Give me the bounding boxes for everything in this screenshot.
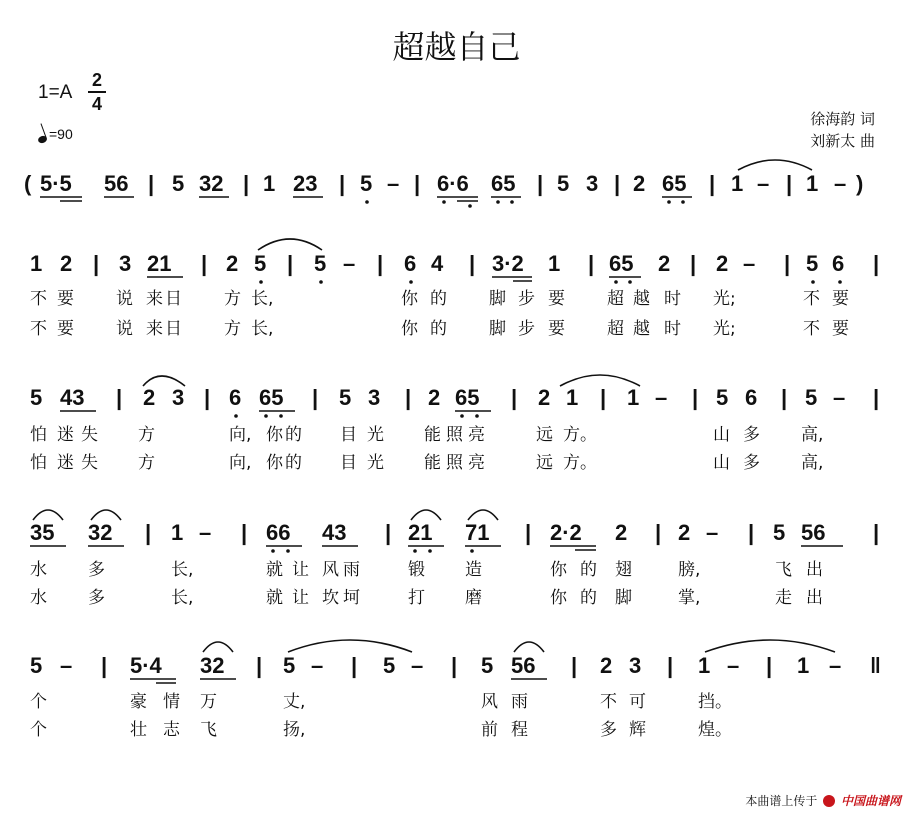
lyric-char: 你	[401, 319, 418, 339]
lyric-char: 你	[550, 588, 567, 608]
lyric-char: 翅	[615, 560, 632, 580]
song-title: 超越自己	[392, 28, 521, 66]
lyric-char: 壮	[130, 720, 147, 740]
note: |	[385, 520, 392, 545]
note: |	[766, 653, 773, 678]
note: |	[511, 385, 518, 410]
note: |	[93, 251, 100, 276]
lyric-char: 越	[633, 289, 650, 309]
lyric-char: 坎	[322, 588, 339, 608]
lyric-char: 煌。	[698, 720, 732, 740]
lyric-char: 要	[832, 289, 849, 309]
lyric-char: 让	[292, 588, 309, 608]
note: 6	[832, 251, 845, 276]
note: –	[411, 653, 424, 678]
note: 35	[30, 520, 55, 545]
lyric-char: 方	[138, 425, 155, 445]
note: |	[145, 520, 152, 545]
lyric-char: 程	[511, 720, 528, 740]
note: |	[351, 653, 358, 678]
note: –	[833, 385, 846, 410]
lyric-char: 的	[580, 560, 597, 580]
lyric-char: 水	[30, 588, 47, 608]
lyric-char: 方	[224, 289, 241, 309]
note: |	[667, 653, 674, 678]
barline: |	[709, 171, 716, 196]
note: 3	[586, 171, 599, 196]
note: 5	[481, 653, 494, 678]
lyrics-line-4	[30, 560, 823, 608]
lyric-char: 前	[481, 720, 498, 740]
lyric-char: 光	[367, 453, 384, 473]
lyric-char: 丈,	[283, 692, 306, 712]
note: 2	[678, 520, 691, 545]
lyric-char: 远	[536, 425, 553, 445]
barline: |	[537, 171, 544, 196]
lyric-char: 能	[424, 425, 441, 445]
lyric-char: 扬,	[283, 720, 306, 740]
note: 1	[731, 171, 744, 196]
lyric-char: 超	[607, 319, 624, 339]
lyric-char: 怕	[30, 453, 47, 473]
lyric-char: 步	[518, 319, 535, 339]
note: 5	[383, 653, 396, 678]
lyric-char: 说	[116, 319, 133, 339]
lyric-char: 亮	[468, 453, 485, 473]
note: 1	[627, 385, 640, 410]
site-logo-icon	[823, 795, 835, 807]
note: 1	[171, 520, 184, 545]
lyric-char: 掌,	[678, 588, 701, 608]
lyric-char: 日	[165, 319, 182, 339]
lyric-char: 你	[266, 453, 283, 473]
lyric-char: 锻	[408, 560, 425, 580]
lyric-char: 长,	[251, 319, 274, 339]
note: –	[311, 653, 324, 678]
lyric-char: 长,	[171, 560, 194, 580]
lyric-char: 脚	[489, 289, 506, 309]
lyric-char: 多	[743, 453, 760, 473]
note: |	[451, 653, 458, 678]
note: |	[571, 653, 578, 678]
lyric-char: 走	[775, 588, 792, 608]
lyric-char: 不	[600, 692, 617, 712]
note: –	[743, 251, 756, 276]
lyric-char: 步	[518, 289, 535, 309]
note: 1	[806, 171, 819, 196]
note: 5	[557, 171, 570, 196]
lyric-char: 向,	[229, 453, 252, 473]
lyric-char: 膀,	[678, 560, 701, 580]
lyric-char: 不	[30, 319, 47, 339]
lyric-char: 你	[550, 560, 567, 580]
note: 2	[428, 385, 441, 410]
note: 6	[404, 251, 417, 276]
lyric-char: 山	[713, 453, 730, 473]
lyric-char: 多	[88, 560, 105, 580]
lyric-char: 要	[57, 289, 74, 309]
lyric-char: 日	[165, 289, 182, 309]
note: 66	[266, 520, 291, 545]
note: –	[706, 520, 719, 545]
note: 4	[431, 251, 444, 276]
note: |	[101, 653, 108, 678]
note: 23	[293, 171, 318, 196]
lyric-char: 照	[446, 453, 463, 473]
note: 2	[60, 251, 73, 276]
lyric-char: 出	[806, 588, 823, 608]
note: 56	[801, 520, 826, 545]
staff-line-3	[30, 375, 879, 473]
time-signature-bottom: 4	[91, 94, 102, 114]
note: |	[405, 385, 412, 410]
note: 2	[226, 251, 239, 276]
dash: –	[757, 171, 770, 196]
lyric-char: 辉	[629, 720, 646, 740]
barline: |	[339, 171, 346, 196]
note: 5	[283, 653, 296, 678]
note: 5	[172, 171, 185, 196]
note: 2·2	[550, 520, 582, 545]
lyric-char: 高,	[801, 453, 824, 473]
note: |	[748, 520, 755, 545]
lyric-char: 风	[481, 692, 498, 712]
lyric-char: 的	[430, 289, 447, 309]
note: 2	[615, 520, 628, 545]
note: 71	[465, 520, 490, 545]
lyric-char: 你	[266, 425, 283, 445]
note: 3	[629, 653, 642, 678]
lyric-char: 万	[200, 692, 217, 712]
note: |	[287, 251, 294, 276]
lyric-char: 雨	[343, 560, 360, 580]
lyric-char: 多	[88, 588, 105, 608]
note: |	[525, 520, 532, 545]
lyric-char: 照	[446, 425, 463, 445]
note: 5	[360, 171, 373, 196]
note: 1	[566, 385, 579, 410]
barline: |	[614, 171, 621, 196]
footer	[745, 792, 901, 809]
lyric-char: 亮	[468, 425, 485, 445]
note: 2	[143, 385, 156, 410]
note: |	[116, 385, 123, 410]
note: |	[692, 385, 699, 410]
note: 65	[455, 385, 480, 410]
lyric-char: 方	[224, 319, 241, 339]
lyric-char: 怕	[30, 425, 47, 445]
lyric-char: 脚	[615, 588, 632, 608]
lyric-char: 越	[633, 319, 650, 339]
tempo-value: =90	[49, 126, 73, 142]
note: 6	[229, 385, 242, 410]
note: 5	[773, 520, 786, 545]
lyric-char: 方。	[563, 453, 597, 473]
note: 1	[30, 251, 43, 276]
lyric-char: 飞	[200, 720, 217, 740]
lyric-char: 打	[408, 588, 425, 608]
barline: |	[786, 171, 793, 196]
staff-line-1	[24, 160, 863, 208]
lyric-char: 雨	[511, 692, 528, 712]
lyric-char: 时	[664, 319, 681, 339]
note: |	[784, 251, 791, 276]
note: 5	[805, 385, 818, 410]
note: 1	[263, 171, 276, 196]
lyric-char: 个	[30, 720, 47, 740]
composer-credit: 刘新太 曲	[810, 132, 875, 150]
lyric-char: 磨	[465, 588, 482, 608]
note: |	[201, 251, 208, 276]
lyric-char: 说	[116, 289, 133, 309]
note: 43	[322, 520, 347, 545]
lyric-char: 能	[424, 453, 441, 473]
lyric-char: 坷	[343, 588, 360, 608]
lyric-char: 迷	[57, 425, 74, 445]
note: ‖	[870, 653, 881, 678]
lyric-char: 要	[548, 319, 565, 339]
note: 65	[491, 171, 516, 196]
note: |	[469, 251, 476, 276]
lyric-char: 光;	[713, 289, 736, 309]
lyric-char: 可	[629, 692, 646, 712]
note: 56	[511, 653, 536, 678]
note: 6·6	[437, 171, 469, 196]
lyric-char: 情	[163, 692, 180, 712]
lyric-char: 挡。	[698, 692, 732, 712]
note: 5	[716, 385, 729, 410]
note: |	[690, 251, 697, 276]
note: |	[241, 520, 248, 545]
staff-line-4	[30, 510, 879, 608]
lyric-char: 超	[607, 289, 624, 309]
barline: |	[243, 171, 250, 196]
key-signature: 1=A	[38, 82, 73, 103]
note: |	[204, 385, 211, 410]
lyric-char: 失	[81, 453, 98, 473]
note: |	[377, 251, 384, 276]
dash: –	[834, 171, 847, 196]
lyrics-line-3	[30, 425, 823, 473]
lyric-char: 光;	[713, 319, 736, 339]
lyric-char: 远	[536, 453, 553, 473]
staff-line-2	[30, 239, 879, 339]
note: –	[655, 385, 668, 410]
lyric-char: 迷	[57, 453, 74, 473]
note: 2	[538, 385, 551, 410]
note: 5	[30, 385, 43, 410]
lyric-char: 长,	[251, 289, 274, 309]
note: 5	[314, 251, 327, 276]
note: |	[600, 385, 607, 410]
lyric-char: 的	[580, 588, 597, 608]
note: 3	[119, 251, 132, 276]
time-signature-top: 2	[91, 70, 102, 90]
lyric-char: 不	[803, 289, 820, 309]
lyric-char: 让	[292, 560, 309, 580]
lyrics-line-5	[30, 692, 732, 740]
note: 1	[548, 251, 561, 276]
lyric-char: 豪	[130, 692, 147, 712]
lyric-char: 向,	[229, 425, 252, 445]
lyric-char: 目	[340, 453, 357, 473]
footer-text: 本曲谱上传于	[745, 794, 818, 808]
note: 21	[408, 520, 433, 545]
note: 56	[104, 171, 129, 196]
note: 3·2	[492, 251, 524, 276]
lyric-char: 飞	[775, 560, 792, 580]
lyric-char: 时	[664, 289, 681, 309]
lyric-char: 来	[146, 319, 163, 339]
barline: |	[414, 171, 421, 196]
note: |	[873, 251, 880, 276]
lyric-char: 出	[806, 560, 823, 580]
lyric-char: 失	[81, 425, 98, 445]
note: 2	[716, 251, 729, 276]
lyric-char: 多	[600, 720, 617, 740]
note: 32	[200, 653, 225, 678]
lyric-char: 方	[138, 453, 155, 473]
note: 2	[633, 171, 646, 196]
lyric-char: 的	[285, 425, 302, 445]
lyric-char: 的	[430, 319, 447, 339]
note: –	[343, 251, 356, 276]
note: |	[781, 385, 788, 410]
lyrics-line-2	[30, 288, 849, 339]
note: 6	[745, 385, 758, 410]
note: 5	[806, 251, 819, 276]
note: 5·4	[130, 653, 162, 678]
lyric-char: 水	[30, 560, 47, 580]
note: 1	[797, 653, 810, 678]
lyric-char: 脚	[489, 319, 506, 339]
note: 5	[339, 385, 352, 410]
lyric-char: 高,	[801, 425, 824, 445]
underlines-1	[40, 160, 812, 201]
octave-dots-1	[365, 200, 685, 208]
lyric-char: 就	[266, 588, 283, 608]
note: –	[199, 520, 212, 545]
lyric-char: 风	[322, 560, 339, 580]
note: |	[873, 520, 880, 545]
lyric-char: 方。	[563, 425, 597, 445]
lyric-char: 造	[465, 560, 482, 580]
lyric-char: 你	[401, 289, 418, 309]
note: |	[655, 520, 662, 545]
lyric-char: 要	[832, 319, 849, 339]
note: –	[727, 653, 740, 678]
note: 5·5	[40, 171, 72, 196]
note: |	[588, 251, 595, 276]
note: 65	[609, 251, 634, 276]
note: 21	[147, 251, 172, 276]
note: 3	[172, 385, 185, 410]
lyric-char: 个	[30, 692, 47, 712]
note: 32	[88, 520, 113, 545]
staff-line-5	[30, 640, 881, 740]
barline: |	[148, 171, 155, 196]
note: 5	[254, 251, 267, 276]
lyric-char: 光	[367, 425, 384, 445]
note: 65	[259, 385, 284, 410]
note: 5	[30, 653, 43, 678]
note: 65	[662, 171, 687, 196]
site-logo-text: 中国曲谱网	[840, 794, 901, 808]
paren: )	[856, 171, 864, 196]
note: 32	[199, 171, 224, 196]
lyricist-credit: 徐海韵 词	[810, 110, 875, 128]
lyric-char: 要	[548, 289, 565, 309]
lyric-char: 志	[163, 720, 180, 740]
lyric-char: 长,	[171, 588, 194, 608]
note: –	[829, 653, 842, 678]
lyric-char: 不	[803, 319, 820, 339]
note: 43	[60, 385, 85, 410]
lyric-char: 多	[743, 425, 760, 445]
lyric-char: 的	[285, 453, 302, 473]
lyric-char: 山	[713, 425, 730, 445]
note: 1	[698, 653, 711, 678]
lyric-char: 要	[57, 319, 74, 339]
note: |	[256, 653, 263, 678]
lyric-char: 不	[30, 289, 47, 309]
note: |	[873, 385, 880, 410]
note: 2	[658, 251, 671, 276]
note: 2	[600, 653, 613, 678]
dash: –	[387, 171, 400, 196]
note: (	[24, 171, 32, 196]
lyric-char: 就	[266, 560, 283, 580]
note: |	[312, 385, 319, 410]
lyric-char: 目	[340, 425, 357, 445]
lyric-char: 来	[146, 289, 163, 309]
note: –	[60, 653, 73, 678]
note: 3	[368, 385, 381, 410]
